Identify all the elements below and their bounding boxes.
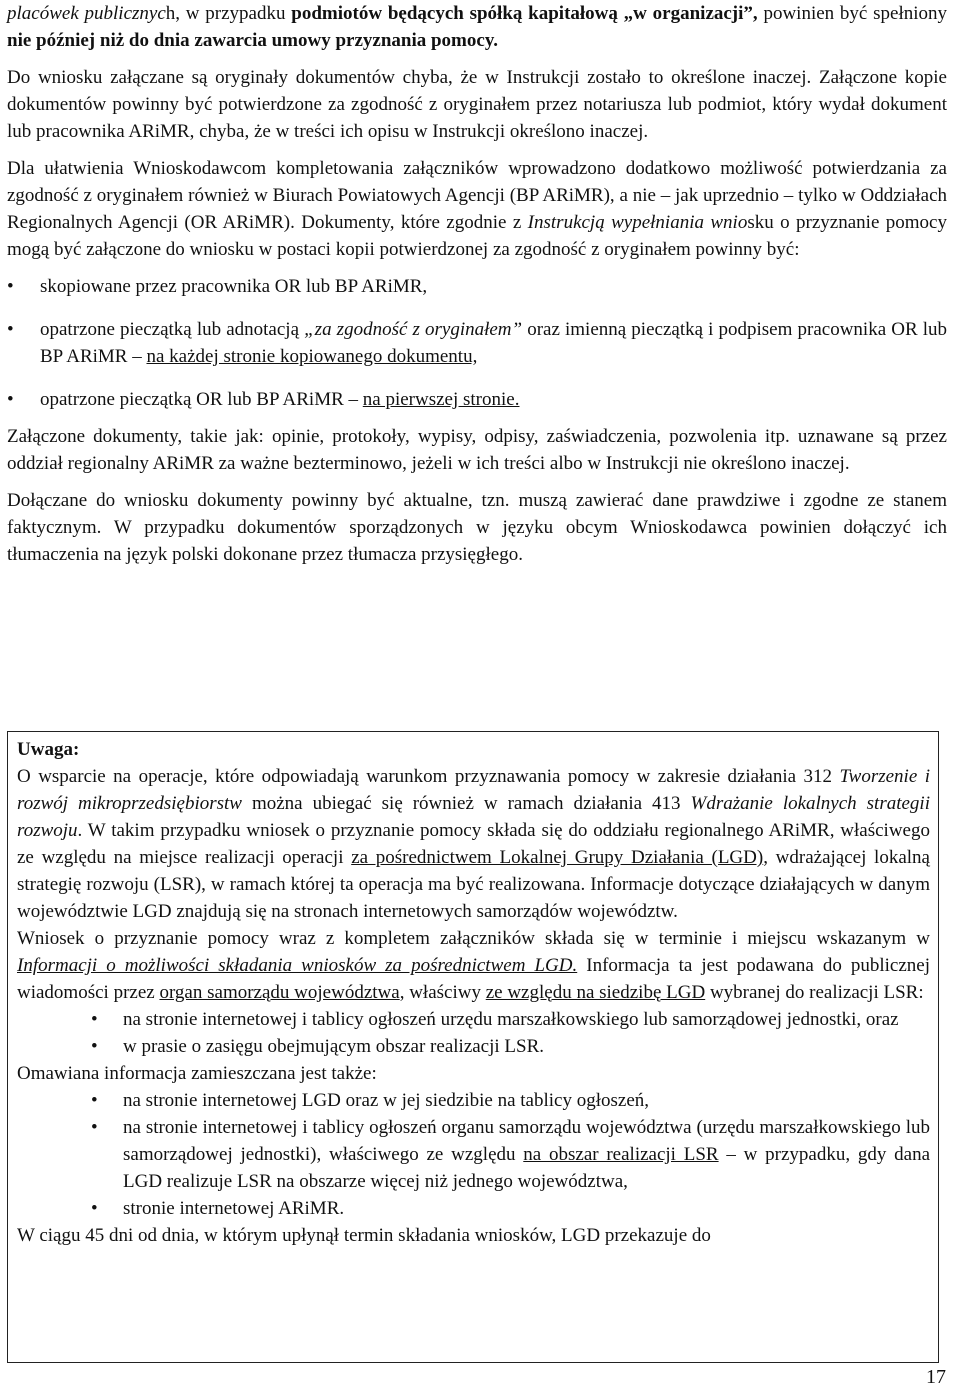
para3-italic: Instrukcją wypełniania wnio bbox=[527, 212, 748, 233]
list-item: • skopiowane przez pracownika OR lub BP ARiMR, bbox=[7, 273, 947, 300]
document-page bbox=[7, 0, 947, 568]
note-p1-italic-1: Tworzenie i rozwój mikroprzedsiębiorstw bbox=[17, 766, 930, 814]
list-item: • na stronie internetowej i tablicy ogłoszeń urzędu marszałkowskiego lub samorządowej jednostki, oraz bbox=[17, 1006, 930, 1033]
para1-bold-1: podmiotów będących spółką kapitałową „w organizacji”, bbox=[291, 3, 758, 24]
bullet2-text-2: oraz imienną pieczątką i podpisem pracownika OR lub BP ARiMR – bbox=[40, 319, 947, 367]
note-p1-text-3: . W takim przypadku wniosek o przyznanie pomocy składa się do oddziału regionalnego ARiMR, właściwego ze względu na miejsce realizacji operacji bbox=[17, 820, 930, 868]
paragraph-5: Dołączane do wniosku dokumenty powinny być aktualne, tzn. muszą zawierać dane prawdziwe i zgodne ze stanem faktycznym. W przypadku dokumentów sporządzonych w języku obcym Wnioskodawca powinien dołączyć ich tłumaczenia na język polski dokonane przez tłumacza przysięgłego. bbox=[7, 490, 947, 565]
para1-bold-2: nie później niż do dnia zawarcia umowy przyznania pomocy. bbox=[7, 30, 499, 51]
note-p2-underlined-1: organ samorządu województwa bbox=[159, 982, 400, 1003]
note-p2-underlined-2: ze względu na siedzibę LGD bbox=[485, 982, 706, 1003]
para1-italic: placówek publicznyc bbox=[7, 3, 166, 24]
note-p1-text-4: , wdrażającej lokalną strategię rozwoju (LSR), w ramach której ta operacja ma być realizowana. Informacje dotyczące działających w danym województwie LGD znajdują się na stronach internetowych samorządów województw. bbox=[17, 847, 930, 922]
note-list2-text-1: na stronie internetowej i tablicy ogłoszeń organu samorządu województwa (urzędu marszałkowskiego lub samorządowej jednostki), właściwego ze względu bbox=[123, 1117, 930, 1165]
paragraph-1 bbox=[7, 0, 947, 54]
note-list-2 bbox=[17, 1087, 930, 1222]
note-title: Uwaga: bbox=[17, 739, 80, 760]
bullet2-text-1: opatrzone pieczątką lub adnotacją bbox=[40, 319, 305, 340]
list-item: • w prasie o zasięgu obejmującym obszar realizacji LSR. bbox=[17, 1033, 930, 1060]
note-p2-text-3: , właściwy bbox=[399, 982, 486, 1003]
paragraph-4: Załączone dokumenty, takie jak: opinie, protokoły, wypisy, odpisy, zaświadczenia, pozwolenia itp. uznawane są przez oddział regionalny ARiMR za ważne bezterminowo, jeżeli w ich treści albo w Instrukcji nie określono inaczej. bbox=[7, 426, 947, 474]
note-p2-italic-underlined: Informacji o możliwości składania wniosków za pośrednictwem LGD. bbox=[17, 955, 578, 976]
note-list-1 bbox=[17, 1006, 930, 1060]
list-item: • stronie internetowej ARiMR. bbox=[17, 1195, 930, 1222]
note-p2-text-4: wybranej do realizacji LSR: bbox=[705, 982, 924, 1003]
note-p2-text-2: Informacja ta jest podawana do publicznej wiadomości przez bbox=[17, 955, 930, 1003]
requirements-list bbox=[7, 273, 947, 413]
note-p2-text-1: Wniosek o przyznanie pomocy wraz z kompletem załączników składa się w terminie i miejscu wskazanym w bbox=[17, 928, 930, 949]
paragraph-2: Do wniosku załączane są oryginały dokumentów chyba, że w Instrukcji zostało to określone inaczej. Załączone kopie dokumentów powinny być potwierdzone za zgodność z oryginałem przez notariusza lub podmiot, który wydał dokument lub pracownika ARiMR, chyba, że w treści ich opisu w Instrukcji określono inaczej. bbox=[7, 67, 947, 142]
note-paragraph-4: W ciągu 45 dni od dnia, w którym upłynął termin składania wniosków, LGD przekazuje do bbox=[17, 1225, 711, 1246]
para1-text-2: powinien być spełniony bbox=[757, 3, 948, 24]
para3-text-1: Dla ułatwienia Wnioskodawcom kompletowania załączników wprowadzono dodatkowo możliwość potwierdzania za zgodność z oryginałem również w Biurach Powiatowych Agencji (BP ARiMR), a nie – jak uprzednio – tylko w Oddziałach Regionalnych Agencji (OR ARiMR). Dokumenty, które zgodnie z bbox=[7, 158, 947, 233]
note-paragraph-2 bbox=[17, 925, 930, 1006]
bullet2-italic: „za zgodność z oryginałem” bbox=[304, 319, 523, 340]
bullet2-underlined: na każdej stronie kopiowanego dokumentu, bbox=[146, 346, 478, 367]
note-list2-underlined: na obszar realizacji LSR bbox=[523, 1144, 719, 1165]
paragraph-3 bbox=[7, 155, 947, 263]
note-paragraph-1 bbox=[17, 763, 930, 925]
note-list2-text-2: – w przypadku, gdy dana LGD realizuje LSR na obszarze więcej niż jednego województwa, bbox=[123, 1144, 931, 1192]
para1-text: h, w przypadku bbox=[165, 3, 292, 24]
list-item: • na stronie internetowej LGD oraz w jej siedzibie na tablicy ogłoszeń, bbox=[17, 1087, 930, 1114]
note-p1-italic-2: Wdrażanie lokalnych strategii rozwoju bbox=[17, 793, 930, 841]
note-box bbox=[7, 731, 939, 1363]
list-item bbox=[7, 316, 947, 370]
note-p1-text-1: O wsparcie na operacje, które odpowiadają warunkom przyznawania pomocy w zakresie działania 312 bbox=[17, 766, 840, 787]
bullet3-underlined: na pierwszej stronie. bbox=[362, 389, 520, 410]
note-p1-underlined: za pośrednictwem Lokalnej Grupy Działania (LGD) bbox=[351, 847, 764, 868]
page-number: 17 bbox=[926, 1366, 946, 1388]
list-item bbox=[17, 1114, 930, 1195]
list-item bbox=[7, 386, 947, 413]
bullet3-text: opatrzone pieczątką OR lub BP ARiMR – bbox=[40, 389, 363, 410]
note-paragraph-3: Omawiana informacja zamieszczana jest także: bbox=[17, 1063, 377, 1084]
note-p1-text-2: można ubiegać się również w ramach działania 413 bbox=[241, 793, 691, 814]
para3-text-2: sku o przyznanie pomocy mogą być załączone do wniosku w postaci kopii potwierdzonej za zgodność z oryginałem powinny być: bbox=[7, 212, 947, 260]
